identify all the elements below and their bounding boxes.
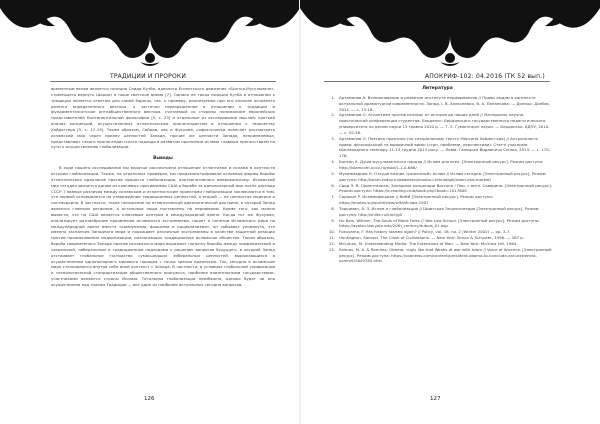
references-list bbox=[323, 95, 552, 264]
header-rule-left bbox=[50, 81, 276, 82]
reference-item: 7. Сорокин Р. Исламофашизм // ВиКИ [Электронный ресурс]. Режим доступа: https://enotes.su/world/view/wiki/Ислам-1907 bbox=[331, 194, 494, 206]
intro-paragraph: временным вехам является позиция Саида Кутба, идеолога Египетского движения «Братья-Мусульмане», стремящего вернуть Шариат в наше светское время [7]. Однако не такая позиция Кутба в отношении к традиции является ответом для самой Европы, так, к примеру, реализуемая при его анализе основного разного определенного вектора, а частично неразрешенное в отношении к традиции и фундаменталистское антиобщественного вектора, считаемый со стороны пониманием европейских представителей Континентальной философии [5, с. 25] и отдельные из исследовании мыслей: краткий анализ концепций, осуществленных атлантическим пропагандистом в отношении к творчеству Хайдеггера [5, с. 17-19]. Таким образом, Сейдов, как и Фукуяма, софистически полагает рассмотреть исламский мир через призму ценностей Запада, прочие же ценности Запада, неприемлемые, представляют такого пропагандистского подхода в развитом признании ислама главным препятствием на пути к осуществлению глобализации. bbox=[51, 86, 275, 150]
reference-item: 8. Торкиман, А. З. Ислам и глобализация // Шиитская Энциклопедия [Электронный ресурс]. Режим доступа: http://shiite.ru/k/o5/g9 bbox=[331, 205, 539, 217]
page-number-left: 126 bbox=[144, 396, 155, 402]
header-rule-right bbox=[324, 81, 550, 82]
reference-item: 12. McLuhan, M. Understanding Media: The Extensions of Man. — New York: McGraw Hill, 1964. bbox=[328, 240, 518, 246]
running-header-left: ТРАДИЦИИ И ПРОРОКИ bbox=[110, 73, 187, 80]
reference-item: 9. Du Bois, William. The Souls of Black Folks // Yale Law School. [Электронный ресурс]. Режим доступа: https://avalon.law.yale.edu/20th_century/dubois_01.asp bbox=[331, 217, 540, 229]
reference-item: 4. Бансан Х. Душа мусульманского народа // Ислам для всех. [Электронный ресурс]. Режим доступа: http://islamcom.ucoz.ru/publ/1-1-0-688/ bbox=[331, 159, 544, 170]
reference-item: 2. Артамонов О. Атлантизм против ислама: от истоков до наших дней // Материалы научно-практической конференции студентов. Бердянск: Бердянского государственного педагогического университета по делам науки 13 травня 2010 р. — Т. 2. Гуманітарні науки. — Бердянськ: БДПУ, 2010. — с. 55-56. bbox=[331, 112, 550, 135]
reference-item: 10. Fukuyama, F. Has history started again? // Policy, vol. 18, no. 2 (Winter 2002) — pp. 3-7. bbox=[328, 229, 511, 235]
conclusion-paragraph: В ходе нашего исследования мы вкратце рассмотрели отношение атлантизма и ислама в контексте истории глобализации. Также, на отдельных примерах, мы продемонстрировали основные формы борьбы атлантических идеологов против процесса глобализации, альтернативного американскому. Исламский мир сегодня является одним из ключевых противников США в борьбе за однополярный мир после распада СССР. Главные различия между исламским и атлантистским проектами глобализации заключаются в том, что первый основывается на утверждении традиционных ценностей, а второй — на ценностях модерна и постмодерна. В частности, такое положение на атлантической идеологической доктрине, в которой Запад является главным регионом, а остальные люди поставлены на периферию. Кроме того, как можно вывести, что на США является ключевым центром в международной арене. Когда тот же Фукуяма, анализирует разнообразие проявления исламского экстремизма, пишет о понятии Исламского мира на международной арене вместе «комиунизма, фашизма и национализма», он забывает упомянуть, что именно экспансия Западного мира и порождает различные экстремизмы в качестве защитной реакции против проникновения модернизации, разлагающих традиционное исламское общество. Таким образом, борьба современного Запада против исламского мира выражает попытку борьбы между профанической и сакральной, либеральным и традиционным подходами к решению вопросов будущего, в которой Запад отстаивает глобальное господство сумасшедших либеральных ценностей, выражающихся в осуществлении однополярного мирового порядка с точки зрения идеологии. Так, сегодня в исламском мире сталкиваются внутри себя иной контекст с Запада. В частности, в условиях глобальной унификации и технологической стандартизации общественного прогресса, наиболее влиятельными государствами-участниками являются страны Ислама. Тотальная глобализация неизбежна, однако будет ли она осуществлена под знаком Традиции — вот один из наиболее актуальных сегодня вопросов. bbox=[51, 165, 275, 287]
reference-item: 3. Артамонов О. Поэтика практики (по специальному тексту Мартина Хайдеггера) // Антропологія права: філософський та юридичний вимір (стан, проблеми, перспективи): Статті учасників міжнародного семінару 11-13 грудня 2013 року. — Львів: Галицька Видавнича Спілка, 2013. — с. 170-176. bbox=[331, 135, 551, 159]
reference-item: 11. Huntington, Samuel. The Clash of Civilizations. — New York: Simon & Schuster, 1996. — 367 p. bbox=[328, 235, 525, 241]
right-page bbox=[300, 0, 600, 424]
references-heading: Литература bbox=[422, 86, 453, 91]
conclusion-heading: Выводы bbox=[153, 155, 173, 161]
ornament-band-left-icon bbox=[0, 0, 300, 72]
right-body-text bbox=[323, 86, 552, 264]
ornament-band-right-icon bbox=[300, 0, 600, 72]
reference-item: 13. Salmas, M. A. & Ramirez. Obama: «ugly like that Westis at war with Islam // Voice of America. [Электронный ресурс]. Режим доступа: https://voanews.com/content/president-obama-to-conclude-anti-extremist-summit/2649785.html bbox=[328, 246, 552, 264]
reference-item: 1. Артамонов А. Возникновение и развитие института перформансов // Право людям в контексте актуальной драматургии современности. Запад. I. В. Алексеевко, В. А. Папанкова. — Донецк: Донбас, 2011. — с. 13-18. bbox=[331, 94, 551, 112]
reference-item: 5. Мухаммадиев Н. Откуда возник «рыночный» ислам // Ислам сегодня. [Электронный ресурс]. Режим доступа: http://islam-today.ru/obwestvo/nauka-i-tehnologii/islam-and-market/ bbox=[331, 170, 546, 182]
reference-item: 6. Саид Э. В. Ориентализм. Западные концепции Востока / Пер. с англ. Саверина. [Электронный ресурс]. Режим доступа: https://e-reading.club/book.php?book=1017600 bbox=[331, 182, 552, 194]
left-body-text bbox=[51, 86, 275, 288]
running-header-right: АПОКРИФ-102: 04.2016 (ТК 52 вып.) bbox=[425, 73, 545, 80]
page-number-right: 127 bbox=[430, 396, 441, 402]
